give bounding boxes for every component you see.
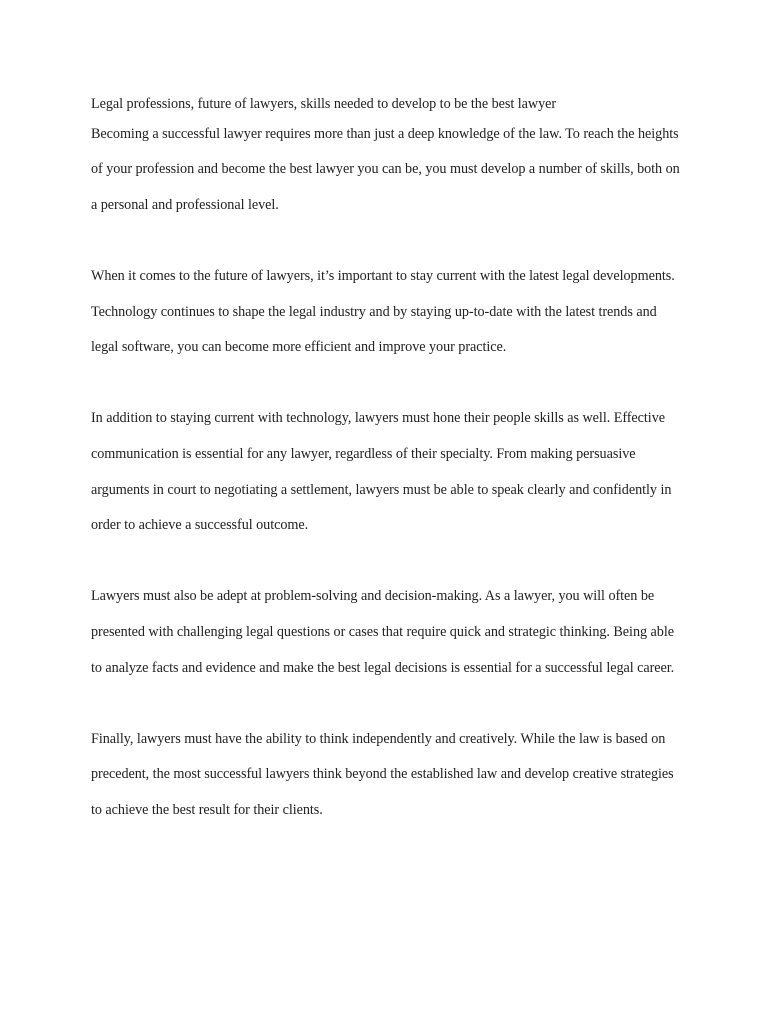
document-body [91,91,687,828]
paragraph-problem-solving: Lawyers must also be adept at problem-solving and decision-making. As a lawyer, you will often be presented with challenging legal questions or cases that require quick and strategic thinking. Being able to analyze facts and evidence and make the best legal decisions is essential for a successful legal career. [91,588,675,676]
paragraph-intro: Becoming a successful lawyer requires more than just a deep knowledge of the law. To reach the heights of your profession and become the best lawyer you can be, you must develop a number of skills, both on a personal and professional level. [91,125,680,213]
paragraph-creative-thinking: Finally, lawyers must have the ability to think independently and creatively. While the law is based on precedent, the most successful lawyers think beyond the established law and develop creative strategies to achieve the best result for their clients. [91,730,674,818]
paragraph-future-of-lawyers: When it comes to the future of lawyers, it’s important to stay current with the latest legal developments. Technology continues to shape the legal industry and by staying up-to-date with the latest trends and legal software, you can become more efficient and improve your practice. [91,267,675,356]
paragraph-people-skills: In addition to staying current with technology, lawyers must hone their people skills as well. Effective communication is essential for any lawyer, regardless of their specialty. From making persuasive arguments in court to negotiating a settlement, lawyers must be able to speak clearly and confidently in order to achieve a successful outcome. [91,410,672,534]
document-title: Legal professions, future of lawyers, skills needed to develop to be the best lawyer [91,96,557,112]
